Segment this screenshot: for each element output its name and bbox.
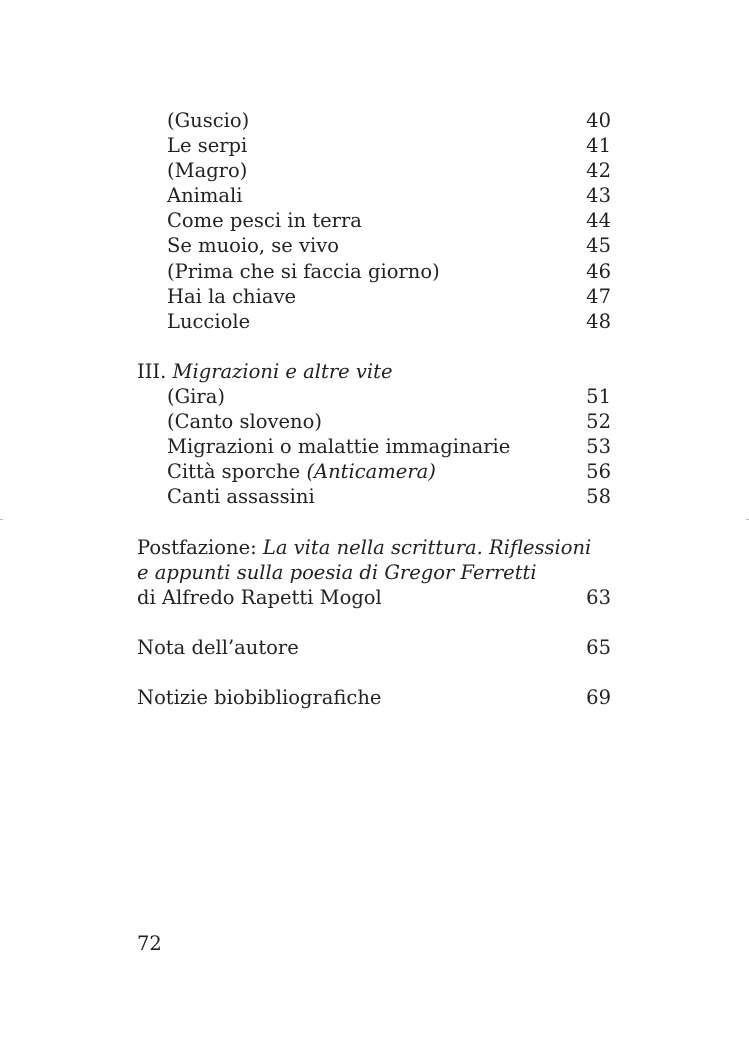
toc-entry-page: 40 (586, 109, 611, 132)
postface-author: di Alfredo Rapetti Mogol (137, 585, 382, 609)
page-number: 72 (137, 932, 162, 955)
toc-entry-title: (Guscio) (167, 109, 250, 132)
toc-entry[interactable] (137, 158, 611, 183)
toc-entry[interactable] (137, 409, 611, 434)
toc-entry-title: Come pesci in terra (167, 209, 362, 233)
toc-entry[interactable] (137, 259, 611, 284)
toc-entry-page: 47 (586, 284, 611, 308)
toc-entry-title: (Gira) (167, 385, 225, 409)
toc-entry-page: 41 (586, 134, 611, 158)
toc-entry[interactable] (137, 233, 611, 258)
toc-entry[interactable] (137, 284, 611, 309)
toc-entry-page: 53 (586, 435, 611, 459)
toc-entry-title: Lucciole (167, 309, 251, 333)
toc-entry-title: Hai la chiave (167, 284, 297, 308)
toc-entry-page: 58 (586, 485, 611, 509)
toc-entry-page: 51 (586, 385, 611, 409)
toc-entry[interactable] (137, 133, 611, 158)
section-spacer (137, 660, 611, 685)
toc-entry[interactable] (137, 434, 611, 459)
toc-entry-title: Animali (167, 184, 243, 208)
toc-entry-page: 44 (586, 209, 611, 233)
toc-entry[interactable] (137, 484, 611, 509)
toc-entry-author-note[interactable] (137, 635, 611, 660)
toc-entry[interactable] (137, 309, 611, 334)
postface-title-line-1: La vita nella scrittura. Riflessioni (262, 535, 592, 559)
table-of-contents (137, 108, 611, 710)
toc-entry-title: (Canto sloveno) (167, 410, 322, 434)
toc-entry-page: 69 (586, 686, 611, 710)
toc-entry-title: Migrazioni o malattie immaginarie (167, 435, 511, 459)
toc-entry-title: Città sporche (167, 460, 301, 484)
toc-entry-page: 56 (586, 460, 611, 484)
section-title: Migrazioni e altre vite (172, 359, 393, 383)
toc-entry-page: 52 (586, 410, 611, 434)
toc-entry-subtitle: (Anticamera) (306, 460, 436, 484)
toc-entry[interactable] (137, 108, 611, 133)
section-heading (137, 359, 611, 384)
toc-entry-page: 42 (586, 159, 611, 183)
section-spacer (137, 334, 611, 359)
toc-entry-title: Se muoio, se vivo (167, 234, 340, 258)
toc-entry-title: Nota dell’autore (137, 635, 299, 659)
toc-entry-title: (Magro) (167, 159, 248, 183)
toc-entry-page: 43 (586, 184, 611, 208)
section-number: III. (137, 359, 167, 383)
section-spacer (137, 510, 611, 535)
toc-entry-page: 65 (586, 635, 611, 659)
toc-entry-title-group (137, 459, 436, 484)
toc-entry[interactable] (137, 183, 611, 208)
toc-entry[interactable] (137, 459, 611, 484)
toc-entry[interactable] (137, 208, 611, 233)
toc-entry-page: 46 (586, 259, 611, 283)
postface-title-line-2: e appunti sulla poesia di Gregor Ferretti (137, 560, 537, 584)
toc-entry-page: 48 (586, 309, 611, 333)
section-spacer (137, 610, 611, 635)
toc-entry-title: Le serpi (167, 134, 248, 158)
postface-label: Postfazione: (137, 535, 257, 559)
toc-entry-title: Canti assassini (167, 485, 315, 509)
toc-entry-title: Notizie biobibliografiche (137, 686, 382, 710)
toc-entry-title: (Prima che si faccia giorno) (167, 259, 440, 283)
toc-entry[interactable] (137, 384, 611, 409)
postface-line-1[interactable] (137, 535, 611, 560)
toc-entry-bio-notes[interactable] (137, 685, 611, 710)
toc-entry-page: 45 (586, 234, 611, 258)
crop-mark-left (0, 519, 3, 520)
toc-entry-page: 63 (586, 585, 611, 609)
postface-author-row[interactable] (137, 585, 611, 610)
